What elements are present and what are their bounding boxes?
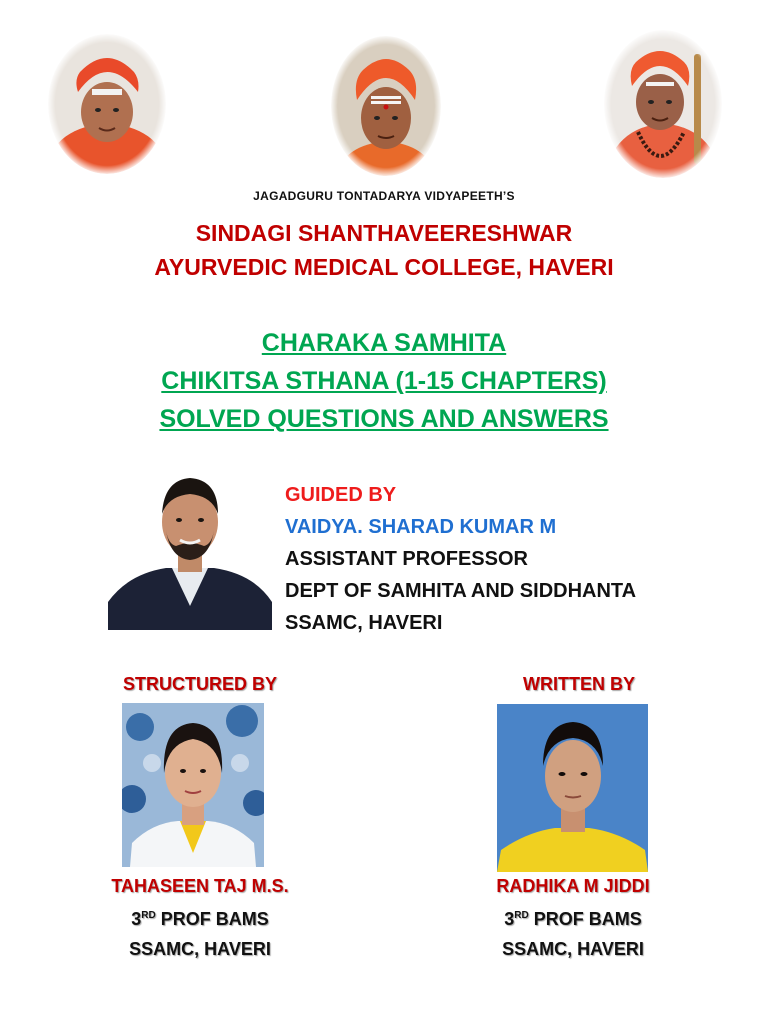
college-name xyxy=(0,216,768,284)
institution-name: JAGADGURU TONTADARYA VIDYAPEETH’S xyxy=(253,189,515,203)
college-name-line1: SINDAGI SHANTHAVEERESHWAR xyxy=(195,220,573,246)
document-title xyxy=(0,324,768,438)
written-by-college: SSAMC, HAVERI xyxy=(502,939,644,959)
college-name-line2: AYURVEDIC MEDICAL COLLEGE, HAVERI xyxy=(154,254,614,280)
structured-by-label: STRUCTURED BY xyxy=(122,674,277,694)
structured-by-college: SSAMC, HAVERI xyxy=(129,939,271,959)
guide-designation: ASSISTANT PROFESSOR xyxy=(285,548,528,570)
title-line3: SOLVED QUESTIONS AND ANSWERS xyxy=(159,405,609,433)
guide-department: DEPT OF SAMHITA AND SIDDHANTA xyxy=(285,580,637,602)
portrait-left-image xyxy=(48,34,166,174)
title-line2: CHIKITSA STHANA (1-15 CHAPTERS) xyxy=(161,367,607,395)
written-by-name: RADHIKA M JIDDI xyxy=(496,876,650,896)
written-by-details xyxy=(448,871,698,964)
guide-name: VAIDYA. SHARAD KUMAR M xyxy=(285,516,557,538)
portrait-right-swamiji xyxy=(604,30,722,178)
guide-photo-image xyxy=(108,474,272,630)
title-line1: CHARAKA SAMHITA xyxy=(261,329,507,357)
structured-by-year: 3RD PROF BAMS xyxy=(131,909,269,929)
guide-college: SSAMC, HAVERI xyxy=(285,612,443,634)
portrait-left-swamiji xyxy=(48,34,166,174)
portrait-center-image xyxy=(331,36,441,176)
guided-by-label: GUIDED BY xyxy=(285,484,397,506)
written-by-label: WRITTEN BY xyxy=(523,674,635,694)
portrait-right-image xyxy=(604,30,722,178)
written-by-year: 3RD PROF BAMS xyxy=(504,909,642,929)
structured-by-details xyxy=(75,871,325,964)
guide-photo xyxy=(108,474,272,630)
guide-block xyxy=(285,479,755,639)
written-by-photo-image xyxy=(497,704,648,872)
structured-by-name: TAHASEEN TAJ M.S. xyxy=(111,876,289,896)
structured-by-photo-image xyxy=(122,703,264,867)
portrait-center-swamiji xyxy=(331,36,441,176)
structured-by-photo xyxy=(122,703,264,867)
written-by-photo xyxy=(497,704,648,872)
